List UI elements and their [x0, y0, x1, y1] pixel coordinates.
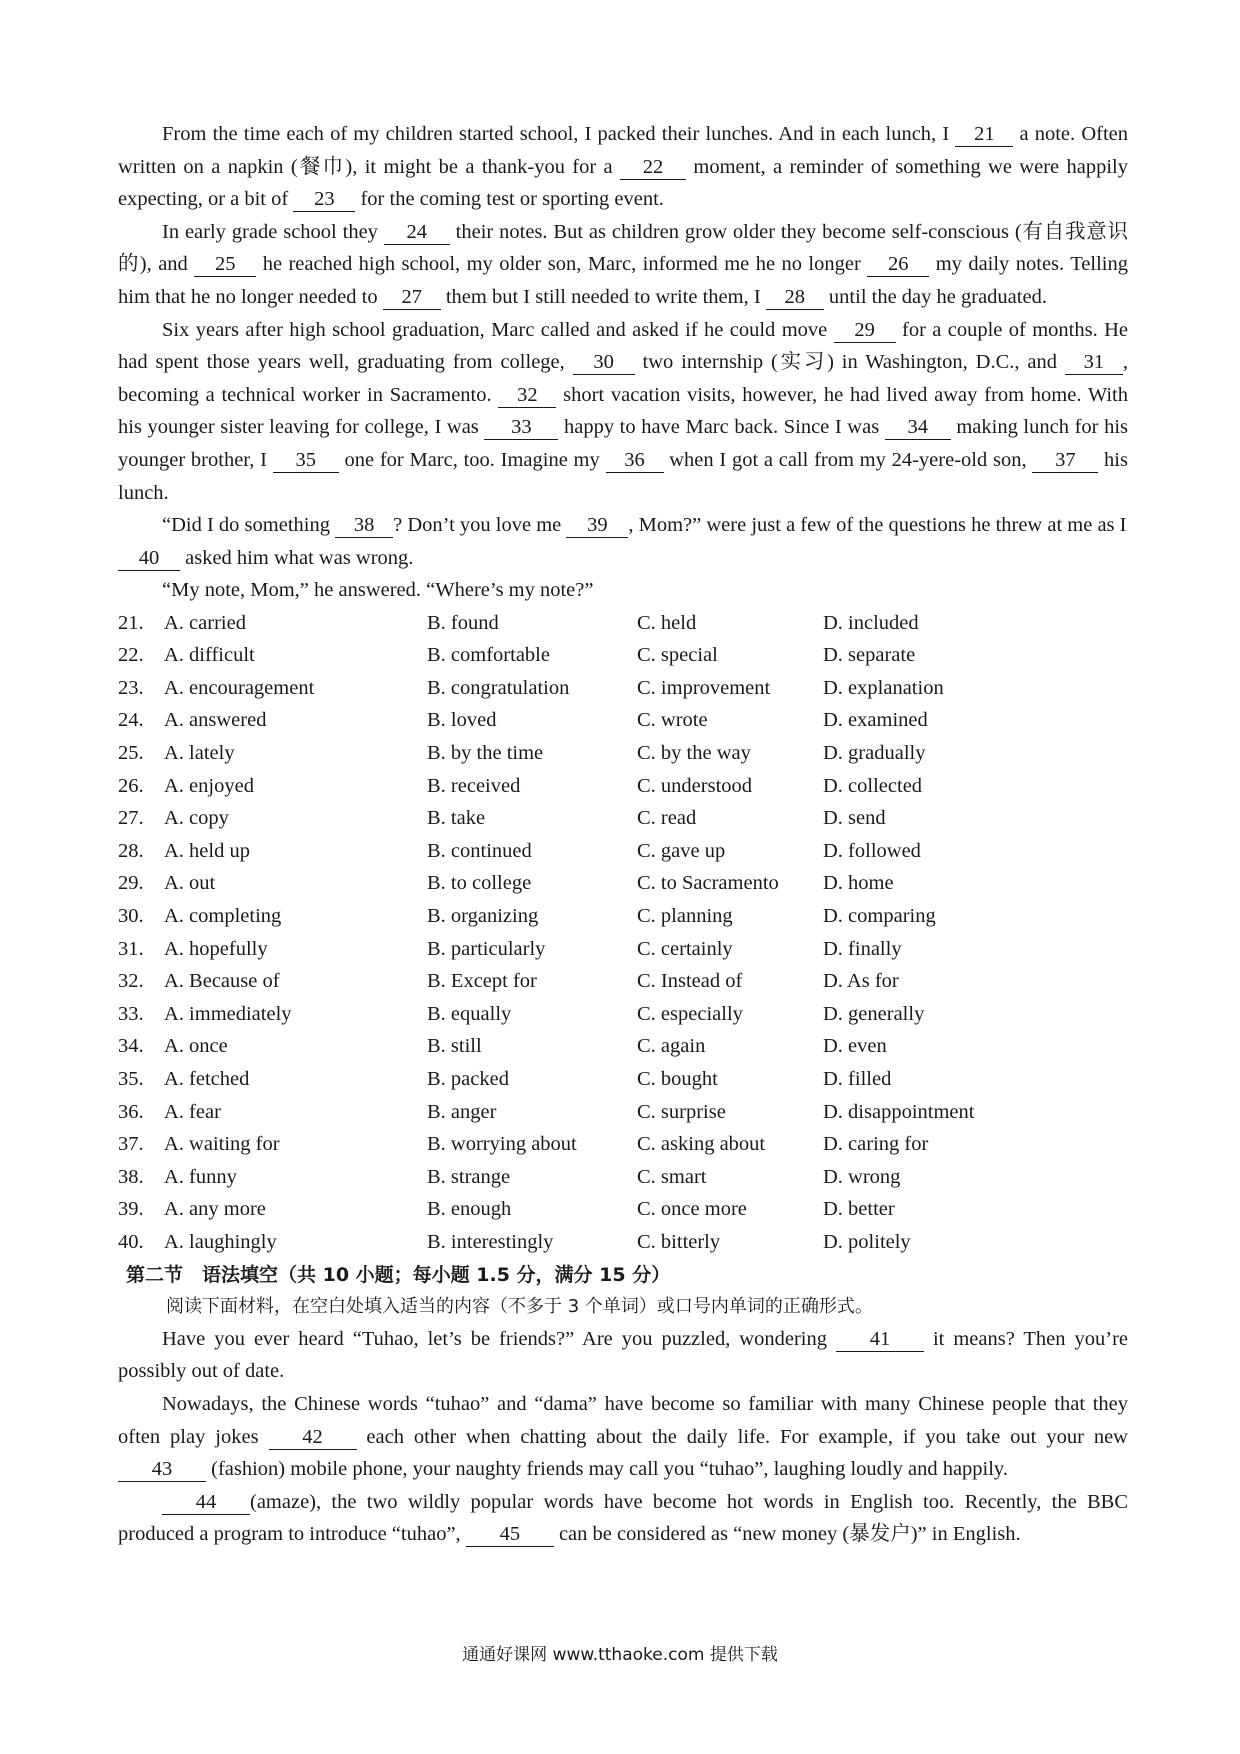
- blank-34: 34: [885, 415, 951, 440]
- blank-25: 25: [194, 252, 256, 277]
- section-instruction: 阅读下面材料，在空白处填入适当的内容（不多于 3 个单词）或口号内单词的正确形式。: [166, 1295, 873, 1317]
- section-heading: 第二节 语法填空（共 10 小题；每小题 1.5 分，满分 15 分）: [126, 1263, 671, 1286]
- option-d: D. send: [823, 807, 886, 830]
- option-b: B. loved: [427, 709, 497, 732]
- option-row: [118, 900, 1128, 933]
- option-row: [118, 933, 1128, 966]
- blank-22: 22: [620, 155, 686, 180]
- question-number: 26.: [118, 774, 144, 797]
- option-b: B. interestingly: [427, 1230, 554, 1253]
- question-number: 29.: [118, 872, 144, 895]
- answer-options: [118, 607, 1128, 1259]
- option-c: C. understood: [637, 774, 753, 797]
- option-a: A. funny: [164, 1165, 237, 1188]
- option-b: B. by the time: [427, 742, 544, 765]
- option-c: C. bought: [637, 1068, 718, 1091]
- blank-36: 36: [606, 448, 664, 473]
- question-number: 28.: [118, 839, 144, 862]
- option-c: C. especially: [637, 1002, 743, 1025]
- option-row: [118, 1161, 1128, 1194]
- option-row: [118, 1063, 1128, 1096]
- blank-32: 32: [498, 383, 556, 408]
- blank-43: 43: [118, 1457, 206, 1482]
- blank-44: 44: [162, 1490, 250, 1515]
- question-number: 23.: [118, 676, 144, 699]
- option-a: A. encouragement: [164, 676, 315, 699]
- question-number: 40.: [118, 1230, 144, 1253]
- question-number: 35.: [118, 1068, 144, 1091]
- option-c: C. planning: [637, 905, 733, 928]
- option-b: B. comfortable: [427, 644, 550, 667]
- question-number: 32.: [118, 970, 144, 993]
- option-a: A. hopefully: [164, 937, 268, 960]
- blank-21: 21: [955, 122, 1013, 147]
- option-c: C. to Sacramento: [637, 872, 779, 895]
- option-a: A. Because of: [164, 970, 280, 993]
- option-row: [118, 965, 1128, 998]
- option-row: [118, 1031, 1128, 1064]
- blank-28: 28: [766, 285, 824, 310]
- option-a: A. held up: [164, 839, 250, 862]
- blank-45: 45: [466, 1522, 554, 1547]
- blank-35: 35: [273, 448, 339, 473]
- option-c: C. Instead of: [637, 970, 743, 993]
- question-number: 31.: [118, 937, 144, 960]
- option-b: B. worrying about: [427, 1133, 577, 1156]
- option-a: A. lately: [164, 742, 235, 765]
- question-number: 36.: [118, 1100, 144, 1123]
- option-d: D. home: [823, 872, 894, 895]
- option-b: B. organizing: [427, 905, 539, 928]
- option-a: A. fetched: [164, 1068, 250, 1091]
- option-a: A. laughingly: [164, 1230, 277, 1253]
- passage-paragraph-4: “Did I do something 38 ? Don’t you love me 39 , Mom?” were just a few of the questions he threw at me as I 40 asked him what was wrong.: [118, 509, 1128, 574]
- option-c: C. read: [637, 807, 697, 830]
- option-row: [118, 868, 1128, 901]
- question-number: 33.: [118, 1002, 144, 1025]
- blank-39: 39: [566, 513, 628, 538]
- option-a: A. answered: [164, 709, 267, 732]
- option-d: D. gradually: [823, 742, 926, 765]
- option-d: D. followed: [823, 839, 921, 862]
- option-c: C. once more: [637, 1198, 747, 1221]
- blank-40: 40: [118, 546, 180, 571]
- option-c: C. bitterly: [637, 1230, 721, 1253]
- option-a: A. fear: [164, 1100, 221, 1123]
- blank-42: 42: [269, 1425, 357, 1450]
- option-c: C. special: [637, 644, 718, 667]
- option-c: C. improvement: [637, 676, 771, 699]
- question-number: 30.: [118, 905, 144, 928]
- option-b: B. to college: [427, 872, 532, 895]
- option-row: [118, 705, 1128, 738]
- option-b: B. enough: [427, 1198, 512, 1221]
- passage-paragraph-5: “My note, Mom,” he answered. “Where’s my note?”: [162, 579, 594, 602]
- option-d: D. wrong: [823, 1165, 901, 1188]
- option-row: [118, 1194, 1128, 1227]
- blank-41: 41: [836, 1327, 924, 1352]
- option-a: A. copy: [164, 807, 229, 830]
- grammar-paragraph-1: Have you ever heard “Tuhao, let’s be friends?” Are you puzzled, wondering 41 it means? Then you’re possibly out of date.: [118, 1327, 1129, 1383]
- option-d: D. disappointment: [823, 1100, 975, 1123]
- passage-paragraph-3: Six years after high school graduation, Marc called and asked if he could move 29 for a couple of months. He had spent those years well, graduating from college, 30 two internship (实习) in Washington, D.C., and 31 , becoming a technical worker in Sacramento. 32 short vacation visits, however, he had lived away from home. With his younger sister leaving for college, I was 33 happy to have Marc back. Since I was 34 making lunch for his younger brother, I 35 one for Marc, too. Imagine my 36 when I got a call from my 24-yere-old son, 37 his lunch.: [118, 318, 1129, 504]
- option-b: B. strange: [427, 1165, 511, 1188]
- option-b: B. particularly: [427, 937, 546, 960]
- option-d: D. politely: [823, 1230, 911, 1253]
- option-d: D. generally: [823, 1002, 925, 1025]
- option-d: D. collected: [823, 774, 923, 797]
- option-a: A. difficult: [164, 644, 255, 667]
- option-a: A. immediately: [164, 1002, 292, 1025]
- blank-31: 31: [1065, 350, 1123, 375]
- option-b: B. continued: [427, 839, 532, 862]
- option-row: [118, 737, 1128, 770]
- passage-paragraph-2: In early grade school they 24 their notes. But as children grow older they become self-conscious (有自我意识的), and 25 he reached high school, my older son, Marc, informed me he no longer 26 my daily notes. Telling him that he no longer needed to 27 them but I still needed to write them, I 28 until the day he graduated.: [118, 220, 1128, 308]
- blank-30: 30: [573, 350, 635, 375]
- option-c: C. gave up: [637, 839, 726, 862]
- option-b: B. found: [427, 611, 499, 634]
- option-d: D. As for: [823, 970, 899, 993]
- option-d: D. examined: [823, 709, 928, 732]
- option-d: D. comparing: [823, 905, 936, 928]
- option-c: C. held: [637, 611, 697, 634]
- question-number: 34.: [118, 1035, 144, 1058]
- question-number: 21.: [118, 611, 144, 634]
- question-number: 25.: [118, 742, 144, 765]
- option-b: B. received: [427, 774, 521, 797]
- option-row: [118, 835, 1128, 868]
- option-c: C. again: [637, 1035, 706, 1058]
- blank-33: 33: [484, 415, 558, 440]
- option-b: B. equally: [427, 1002, 512, 1025]
- grammar-paragraph-3: 44 (amaze), the two wildly popular words have become hot words in English too. Recently, the BBC produced a program to introduce “tuhao”, 45 can be considered as “new money (暴发户)” in English.: [118, 1490, 1128, 1546]
- passage-paragraph-1: From the time each of my children started school, I packed their lunches. And in each lunch, I 21 a note. Often written on a napkin (餐巾), it might be a thank-you for a 22 moment, a reminder of something we were happily expecting, or a bit of 23 for the coming test or sporting event.: [118, 123, 1128, 211]
- blank-23: 23: [293, 187, 355, 212]
- option-c: C. certainly: [637, 937, 733, 960]
- option-a: A. any more: [164, 1198, 266, 1221]
- blank-38: 38: [335, 513, 393, 538]
- option-b: B. take: [427, 807, 486, 830]
- option-b: B. still: [427, 1035, 482, 1058]
- option-c: C. surprise: [637, 1100, 726, 1123]
- option-b: B. anger: [427, 1100, 497, 1123]
- question-number: 37.: [118, 1133, 144, 1156]
- option-b: B. Except for: [427, 970, 537, 993]
- exam-page: [118, 118, 1128, 1551]
- option-row: [118, 998, 1128, 1031]
- question-number: 38.: [118, 1165, 144, 1188]
- option-d: D. separate: [823, 644, 916, 667]
- option-d: D. explanation: [823, 676, 944, 699]
- option-a: A. out: [164, 872, 216, 895]
- option-row: [118, 1226, 1128, 1259]
- blank-37: 37: [1032, 448, 1098, 473]
- option-c: C. asking about: [637, 1133, 766, 1156]
- question-number: 27.: [118, 807, 144, 830]
- option-row: [118, 802, 1128, 835]
- question-number: 39.: [118, 1198, 144, 1221]
- option-a: A. enjoyed: [164, 774, 254, 797]
- option-d: D. filled: [823, 1068, 892, 1091]
- option-row: [118, 672, 1128, 705]
- option-d: D. finally: [823, 937, 902, 960]
- option-c: C. by the way: [637, 742, 751, 765]
- blank-26: 26: [867, 252, 929, 277]
- option-d: D. better: [823, 1198, 895, 1221]
- option-d: D. included: [823, 611, 919, 634]
- question-number: 22.: [118, 644, 144, 667]
- option-b: B. congratulation: [427, 676, 570, 699]
- option-d: D. even: [823, 1035, 887, 1058]
- option-c: C. wrote: [637, 709, 708, 732]
- option-b: B. packed: [427, 1068, 509, 1091]
- option-d: D. caring for: [823, 1133, 929, 1156]
- question-number: 24.: [118, 709, 144, 732]
- option-a: A. once: [164, 1035, 228, 1058]
- footer-text: 通通好课网 www.tthaoke.com 提供下载: [462, 1645, 778, 1665]
- option-a: A. carried: [164, 611, 246, 634]
- option-a: A. completing: [164, 905, 282, 928]
- option-a: A. waiting for: [164, 1133, 280, 1156]
- blank-24: 24: [384, 220, 450, 245]
- blank-29: 29: [834, 318, 896, 343]
- blank-27: 27: [383, 285, 441, 310]
- option-row: [118, 1096, 1128, 1129]
- option-row: [118, 640, 1128, 673]
- option-row: [118, 770, 1128, 803]
- option-row: [118, 1128, 1128, 1161]
- option-row: [118, 607, 1128, 640]
- option-c: C. smart: [637, 1165, 707, 1188]
- grammar-paragraph-2: Nowadays, the Chinese words “tuhao” and “dama” have become so familiar with many Chinese people that they often play jokes 42 each other when chatting about the daily life. For example, if you take out your new 43 (fashion) mobile phone, your naughty friends may call you “tuhao”, laughing loudly and happily.: [118, 1392, 1128, 1481]
